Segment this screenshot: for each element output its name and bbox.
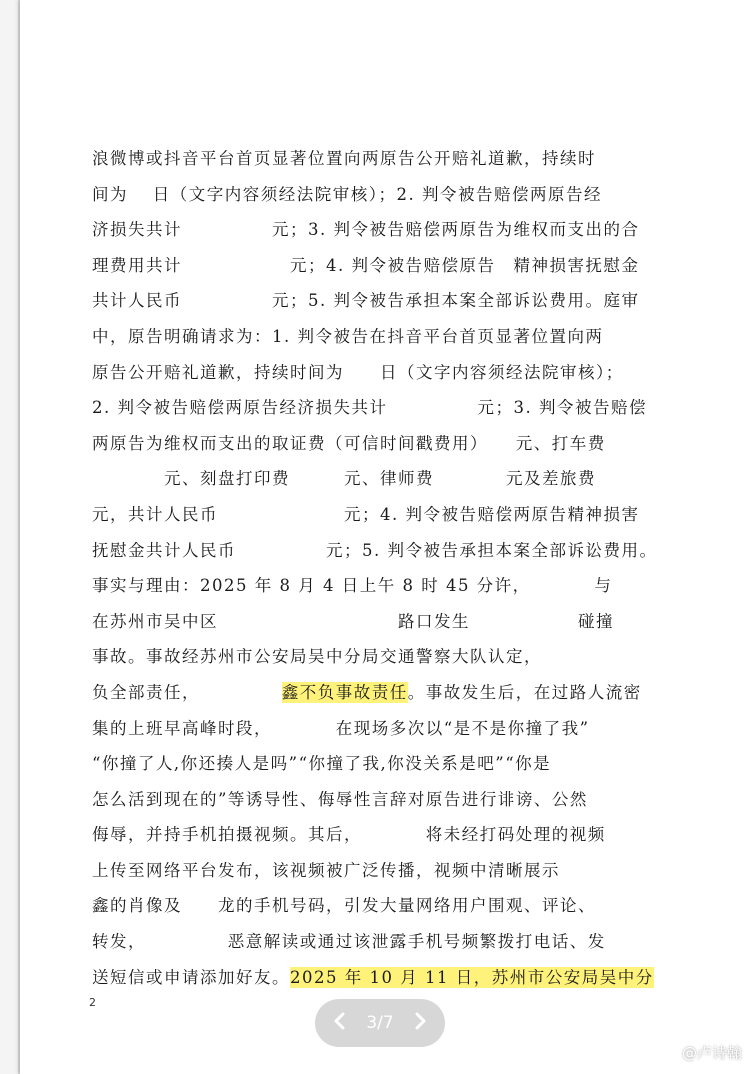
chevron-right-icon[interactable] xyxy=(413,1011,427,1035)
text-line: 抚慰金共计人民币 元；5. 判令被告承担本案全部诉讼费用。 xyxy=(92,540,658,560)
text-segment: 送短信或申请添加好友。 xyxy=(92,967,290,987)
text-line: 2. 判令被告赔偿两原告经济损失共计 元；3. 判令被告赔偿 xyxy=(92,398,647,418)
page-navigator xyxy=(315,999,445,1047)
text-line: 鑫的肖像及 龙的手机号码，引发大量网络用户围观、评论、 xyxy=(92,896,596,916)
text-line-with-highlight xyxy=(92,960,692,996)
text-line: 济损失共计 元；3. 判令被告赔偿两原告为维权而支出的合 xyxy=(92,220,640,240)
text-segment: 。事故发生后，在过路人流密 xyxy=(407,682,642,702)
highlighted-text: 2025 年 10 月 11 日，苏州市公安局吴中分 xyxy=(290,967,654,987)
weibo-logo-icon xyxy=(658,1045,678,1061)
text-line: 在苏州市吴中区 路口发生 碰撞 xyxy=(92,611,614,631)
highlighted-text: 鑫不负事故责任 xyxy=(281,682,408,702)
weibo-watermark xyxy=(658,1042,742,1063)
text-line: 事故。事故经苏州市公安局吴中分局交通警察大队认定， xyxy=(92,647,542,667)
text-line: 两原告为维权而支出的取证费（可信时间戳费用） 元、打车费 xyxy=(92,433,606,453)
text-line: 理费用共计 元；4. 判令被告赔偿原告 精神损害抚慰金 xyxy=(92,255,640,275)
text-line: 间为 日（文字内容须经法院审核）；2. 判令被告赔偿两原告经 xyxy=(92,184,602,204)
document-body xyxy=(92,141,692,995)
text-line: 浪微博或抖音平台首页显著位置向两原告公开赔礼道歉，持续时 xyxy=(92,149,596,168)
text-line: 元，共计人民币 元；4. 判令被告赔偿两原告精神损害 xyxy=(92,504,640,524)
text-line: 原告公开赔礼道歉，持续时间为 日（文字内容须经法院审核）； xyxy=(92,362,624,382)
text-line: 上传至网络平台发布，该视频被广泛传播，视频中清晰展示 xyxy=(92,860,560,880)
text-line-with-highlight xyxy=(92,675,692,711)
text-line: 转发， 恶意解读或通过该泄露手机号频繁拨打电话、发 xyxy=(92,932,606,952)
text-line: “你撞了人,你还揍人是吗”“你撞了我,你没关系是吧”“你是 xyxy=(92,754,552,774)
text-line: 事实与理由：2025 年 8 月 4 日上午 8 时 45 分许， 与 xyxy=(92,576,613,596)
text-line: 共计人民币 元；5. 判令被告承担本案全部诉讼费用。庭审 xyxy=(92,291,640,311)
text-line: 中，原告明确请求为：1. 判令被告在抖音平台首页显著位置向两 xyxy=(92,326,604,346)
page-number: 2 xyxy=(89,996,96,1009)
text-line: 集的上班早高峰时段， 在现场多次以“是不是你撞了我” xyxy=(92,718,590,738)
page-indicator: 3/7 xyxy=(366,1013,394,1033)
text-line: 侮辱，并持手机拍摄视频。其后， 将未经打码处理的视频 xyxy=(92,825,606,845)
text-segment: 负全部责任， xyxy=(92,682,282,702)
chevron-left-icon[interactable] xyxy=(333,1011,347,1035)
text-line: 怎么活到现在的”等诱导性、侮辱性言辞对原告进行诽谤、公然 xyxy=(92,789,588,809)
watermark-text: @卢诗翰 xyxy=(682,1044,743,1062)
text-line: 元、刻盘打印费 元、律师费 元及差旅费 xyxy=(92,469,596,489)
